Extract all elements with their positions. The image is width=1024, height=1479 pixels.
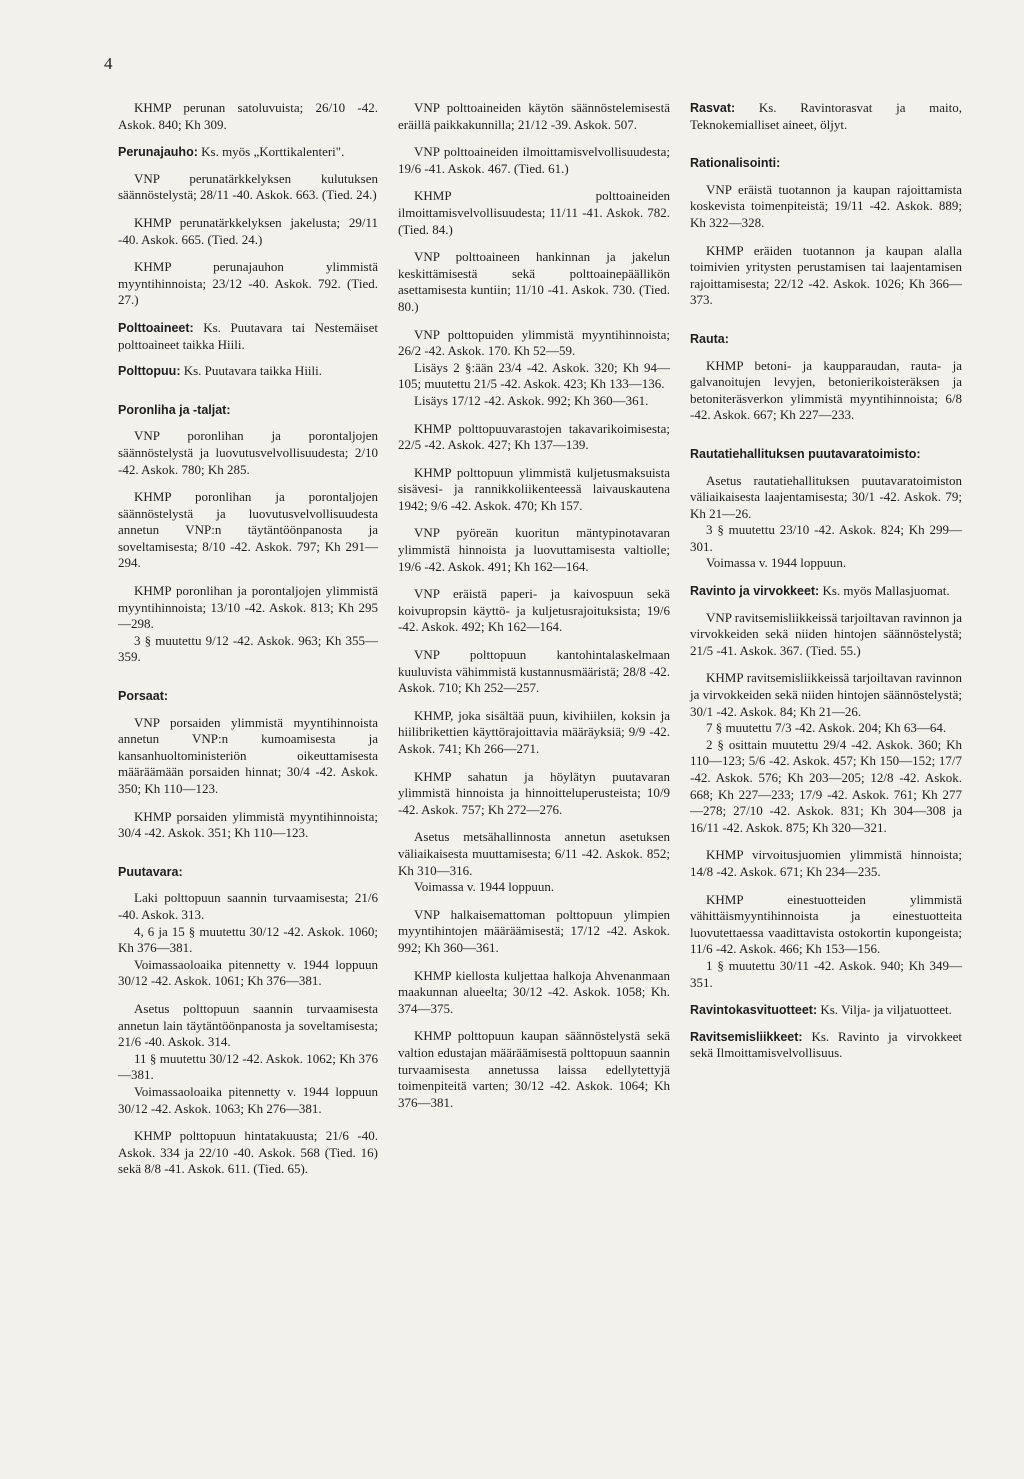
cross-reference	[118, 363, 378, 380]
entry-text: VNP polttopuun kantohintalaskelmaan kuuluvista vähimmistä kustannusmääristä; 28/8 -42. Askok. 710; Kh 252—257.	[398, 647, 670, 696]
index-entry	[690, 358, 962, 424]
entry-text: KHMP polttoaineiden ilmoittamisvelvollisuudesta; 11/11 -41. Askok. 782. (Tied. 84.)	[398, 188, 670, 237]
index-entry	[398, 525, 670, 575]
index-entry	[398, 100, 670, 133]
entry-text: VNP polttoaineiden ilmoittamisvelvollisuudesta; 19/6 -41. Askok. 467. (Tied. 61.)	[398, 144, 670, 176]
entry-text: VNP polttopuiden ylimmistä myyntihinnoista; 26/2 -42. Askok. 170. Kh 52—59.	[398, 326, 670, 359]
index-entry	[118, 489, 378, 572]
index-entry	[398, 1028, 670, 1111]
entry-amendment: Lisäys 17/12 -42. Askok. 992; Kh 360—361.	[414, 392, 649, 408]
index-entry	[398, 421, 670, 454]
entry-text: KHMP perunajauhon ylimmistä myyntihinnoista; 23/12 -40. Askok. 792. (Tied. 27.)	[118, 259, 378, 308]
index-entry	[118, 1001, 378, 1117]
entry-amendment: Voimassaoloaika pitennetty v. 1944 loppuun 30/12 -42. Askok. 1061; Kh 376—381.	[118, 956, 378, 989]
column-left	[118, 100, 378, 1189]
entry-amendment: Voimassa v. 1944 loppuun.	[706, 555, 847, 571]
entry-text: VNP polttoaineiden käytön säännöstelemisestä eräillä paikkakunnilla; 21/12 -39. Askok. 507.	[398, 100, 670, 132]
cross-reference	[690, 100, 962, 133]
entry-amendment: 1 § muutettu 30/11 -42. Askok. 940; Kh 349—351.	[690, 957, 962, 990]
entry-text: VNP halkaisemattoman polttopuun ylimpien myyntihintojen määräämisestä; 17/12 -42. Askok. 992; Kh 360—361.	[398, 906, 670, 955]
entry-text: KHMP, joka sisältää puun, kivihiilen, koksin ja hiilibrikettien käyttörajoittavia määräyksiä; 9/9 -42. Askok. 741; Kh 266—271.	[398, 707, 670, 756]
reference-heading: Rasvat:	[690, 101, 736, 115]
cross-reference	[118, 320, 378, 353]
entry-text: KHMP eräiden tuotannon ja kaupan alalla toimivien yritysten perustamisen tai laajentamisen rajoittamisesta; 22/12 -42. Askok. 1026; Kh 366—373.	[690, 242, 962, 308]
index-entry	[118, 715, 378, 798]
entry-text: KHMP polttopuuvarastojen takavarikoimisesta; 22/5 -42. Askok. 427; Kh 137—139.	[398, 420, 670, 453]
index-entry	[690, 243, 962, 309]
entry-text: VNP poronlihan ja porontaljojen säännöstelystä ja luovutusvelvollisuudesta; 2/10 -42. Askok. 780; Kh 285.	[118, 428, 378, 477]
entry-text: Asetus rautatiehallituksen puutavaratoimiston väliaikaisesta laajentamisesta; 30/1 -42. Askok. 79; Kh 21—26.	[690, 472, 962, 521]
index-entry	[118, 809, 378, 842]
entry-amendment: 7 § muutettu 7/3 -42. Askok. 204; Kh 63—64.	[706, 720, 947, 736]
section-heading: Rautatiehallituksen puutavaratoimisto:	[690, 446, 921, 461]
entry-text: KHMP poronlihan ja porontaljojen ylimmistä myyntihinnoista; 13/10 -42. Askok. 813; Kh 295—298.	[118, 583, 378, 632]
entry-text: KHMP virvoitusjuomien ylimmistä hinnoista; 14/8 -42. Askok. 671; Kh 234—235.	[690, 847, 962, 879]
index-entry	[398, 829, 670, 895]
entry-text: VNP polttoaineen hankinnan ja jakelun keskittämisestä sekä polttoainepäällikön asettamisesta kuntiin; 11/10 -41. Askok. 730. (Tied. 80.)	[398, 249, 670, 314]
entry-text: KHMP polttopuun kaupan säännöstelystä sekä valtion edustajan määräämisestä polttopuun saannin turvaamisesta annetussa laissa edellytettyjä toimenpiteitä varten; 30/12 -42. Askok. 1064; Kh 376—381.	[398, 1028, 670, 1110]
column-middle	[398, 100, 670, 1122]
reference-text: Ks. Vilja- ja viljatuotteet.	[817, 1002, 952, 1018]
entry-text: KHMP ravitsemisliikkeissä tarjoiltavan ravinnon ja virvokkeiden sekä niiden hintojen säännöstelystä; 30/1 -42. Askok. 84; Kh 21—26.	[690, 670, 962, 719]
entry-text: KHMP porsaiden ylimmistä myyntihinnoista; 30/4 -42. Askok. 351; Kh 110—123.	[118, 808, 378, 841]
entry-text: Laki polttopuun saannin turvaamisesta; 21/6 -40. Askok. 313.	[118, 890, 378, 922]
cross-reference	[690, 1002, 962, 1019]
index-entry	[398, 586, 670, 636]
index-entry	[118, 100, 378, 133]
reference-text: Ks. myös „Korttikalenteri".	[197, 144, 345, 160]
entry-text: KHMP kiellosta kuljettaa halkoja Ahvenanmaan maakunnan alueelta; 30/12 -42. Askok. 1058; Kh. 374—375.	[398, 967, 670, 1016]
reference-text: Ks. Ravinto ja virvokkeet sekä Ilmoittamisvelvollisuus.	[690, 1028, 962, 1061]
entry-text: Asetus polttopuun saannin turvaamisesta annetun lain täytäntöönpanosta ja soveltamisesta; 21/6 -40. Askok. 314.	[118, 1000, 378, 1050]
entry-text: KHMP perunan satoluvuista; 26/10 -42. Askok. 840; Kh 309.	[118, 100, 378, 132]
reference-text: Ks. myös Mallasjuomat.	[819, 583, 950, 599]
section-heading: Porsaat:	[118, 689, 169, 704]
entry-text: VNP eräistä paperi- ja kaivospuun sekä koivupropsin käyttö- ja kuljetusrajoituksista; 19/6 -42. Askok. 492; Kh 162—164.	[398, 586, 670, 635]
entry-text: VNP pyöreän kuoritun mäntypinotavaran ylimmistä hinnoista ja luovuttamisesta valtiolle; 19/6 -42. Askok. 491; Kh 162—164.	[398, 525, 670, 574]
section-heading: Puutavara:	[118, 864, 183, 879]
entry-text: KHMP sahatun ja höylätyn puutavaran ylimmistä hinnoista ja hinnoitteluperusteista; 10/9 -42. Askok. 757; Kh 272—276.	[398, 768, 670, 817]
section-heading: Rauta:	[690, 331, 729, 346]
index-entry	[398, 188, 670, 238]
page-number: 4	[104, 54, 113, 73]
cross-reference	[118, 144, 378, 161]
index-entry	[118, 428, 378, 478]
index-entry	[690, 610, 962, 660]
entry-text: Asetus metsähallinnosta annetun asetuksen väliaikaisesta muuttamisesta; 6/11 -42. Askok. 852; Kh 310—316.	[398, 829, 670, 878]
index-entry	[690, 182, 962, 232]
index-entry	[118, 215, 378, 248]
entry-text: KHMP polttopuun hintatakuusta; 21/6 -40. Askok. 334 ja 22/10 -40. Askok. 568 (Tied. 16) sekä 8/8 -41. Askok. 611. (Tied. 65).	[118, 1128, 378, 1177]
entry-text: KHMP poronlihan ja porontaljojen säännöstelystä ja luovutusvelvollisuudesta annetun VNP:n täytäntöönpanosta ja soveltamisesta; 8/10 -42. Askok. 797; Kh 291—294.	[118, 489, 378, 571]
index-entry	[398, 327, 670, 410]
entry-text: VNP perunatärkkelyksen kulutuksen säännöstelystä; 28/11 -40. Askok. 663. (Tied. 24.)	[118, 170, 378, 203]
reference-heading: Polttoaineet:	[118, 320, 194, 335]
index-entry	[690, 847, 962, 880]
entry-text: KHMP perunatärkkelyksen jakelusta; 29/11 -40. Askok. 665. (Tied. 24.)	[118, 214, 378, 247]
index-entry	[398, 647, 670, 697]
entry-text: VNP ravitsemisliikkeissä tarjoiltavan ravinnon ja virvokkeiden sekä niiden hintojen säännöstelystä; 21/5 -41. Askok. 367. (Tied. 55.)	[690, 609, 962, 658]
entry-amendment: 4, 6 ja 15 § muutettu 30/12 -42. Askok. 1060; Kh 376—381.	[118, 923, 378, 956]
index-entry	[118, 583, 378, 666]
reference-heading: Perunajauho:	[118, 145, 198, 160]
entry-amendment: 11 § muutettu 30/12 -42. Askok. 1062; Kh 376—381.	[118, 1050, 378, 1083]
index-entry	[398, 708, 670, 758]
index-entry	[398, 144, 670, 177]
index-entry	[398, 769, 670, 819]
cross-reference	[690, 583, 962, 600]
section-heading: Poronliha ja -taljat:	[118, 402, 231, 417]
reference-heading: Ravinto ja virvokkeet:	[690, 584, 820, 599]
entry-amendment: Lisäys 2 §:ään 23/4 -42. Askok. 320; Kh 94—105; muutettu 21/5 -42. Askok. 423; Kh 133—136.	[398, 359, 670, 392]
reference-heading: Polttopuu:	[118, 364, 181, 379]
entry-text: KHMP einestuotteiden ylimmistä vähittäismyyntihinnoista ja einestuotteita luovutettaessa vaadittavista ostokortin kupongeista; 11/6 -42. Askok. 466; Kh 153—156.	[690, 891, 962, 957]
index-entry	[398, 968, 670, 1018]
section-heading: Rationalisointi:	[690, 156, 781, 171]
index-entry	[690, 892, 962, 992]
index-entry	[690, 670, 962, 836]
index-entry	[398, 907, 670, 957]
index-entry	[398, 249, 670, 315]
index-entry	[398, 465, 670, 515]
reference-text: Ks. Ravintorasvat ja maito, Teknokemialliset aineet, öljyt.	[690, 100, 962, 132]
reference-text: Ks. Puutavara tai Nestemäiset polttoaineet taikka Hiili.	[118, 319, 378, 352]
index-entry	[118, 171, 378, 204]
entry-text: VNP porsaiden ylimmistä myyntihinnoista annetun VNP:n kumoamisesta ja kansanhuoltoministeriön oikeuttamisesta määräämään porsaiden hinnat; 30/4 -42. Askok. 350; Kh 110—123.	[118, 714, 378, 796]
entry-amendment: 3 § muutettu 23/10 -42. Askok. 824; Kh 299—301.	[690, 522, 962, 554]
entry-amendment: 2 § osittain muutettu 29/4 -42. Askok. 360; Kh 110—123; 5/6 -42. Askok. 457; Kh 150—152; 17/7 -42. Askok. 576; Kh 203—205; 12/8 -42. Askok. 668; Kh 227—233; 17/9 -42. Askok. 761; Kh 277—278; 27/10 -42. Askok. 831; Kh 304—308 ja 16/11 -42. Askok. 875; Kh 320—321.	[690, 736, 962, 835]
entry-text: KHMP polttopuun ylimmistä kuljetusmaksuista sisävesi- ja rannikkoliikenteessä laivauskautena 1942; 9/6 -42. Askok. 470; Kh 157.	[398, 464, 670, 513]
reference-heading: Ravintokasvituotteet:	[690, 1003, 818, 1018]
column-right	[690, 100, 962, 1072]
index-entry	[118, 890, 378, 990]
entry-amendment: Voimassaoloaika pitennetty v. 1944 loppuun 30/12 -42. Askok. 1063; Kh 276—381.	[118, 1083, 378, 1116]
entry-text: KHMP betoni- ja kaupparaudan, rauta- ja galvanoitujen levyjen, betonierikoisteräksen ja betoniteräsverkon ylimmistä myyntihinnoista; 6/8 -42. Askok. 667; Kh 227—233.	[690, 357, 962, 423]
index-entry	[118, 259, 378, 309]
reference-text: Ks. Puutavara taikka Hiili.	[180, 363, 323, 379]
entry-text: VNP eräistä tuotannon ja kaupan rajoittamista koskevista toimenpiteistä; 19/11 -42. Askok. 889; Kh 322—328.	[690, 181, 962, 230]
reference-heading: Ravitsemisliikkeet:	[690, 1029, 803, 1044]
index-entry	[690, 473, 962, 573]
index-entry	[118, 1128, 378, 1178]
cross-reference	[690, 1029, 962, 1062]
entry-amendment: Voimassa v. 1944 loppuun.	[414, 879, 555, 895]
entry-amendment: 3 § muutettu 9/12 -42. Askok. 963; Kh 355—359.	[118, 632, 378, 665]
